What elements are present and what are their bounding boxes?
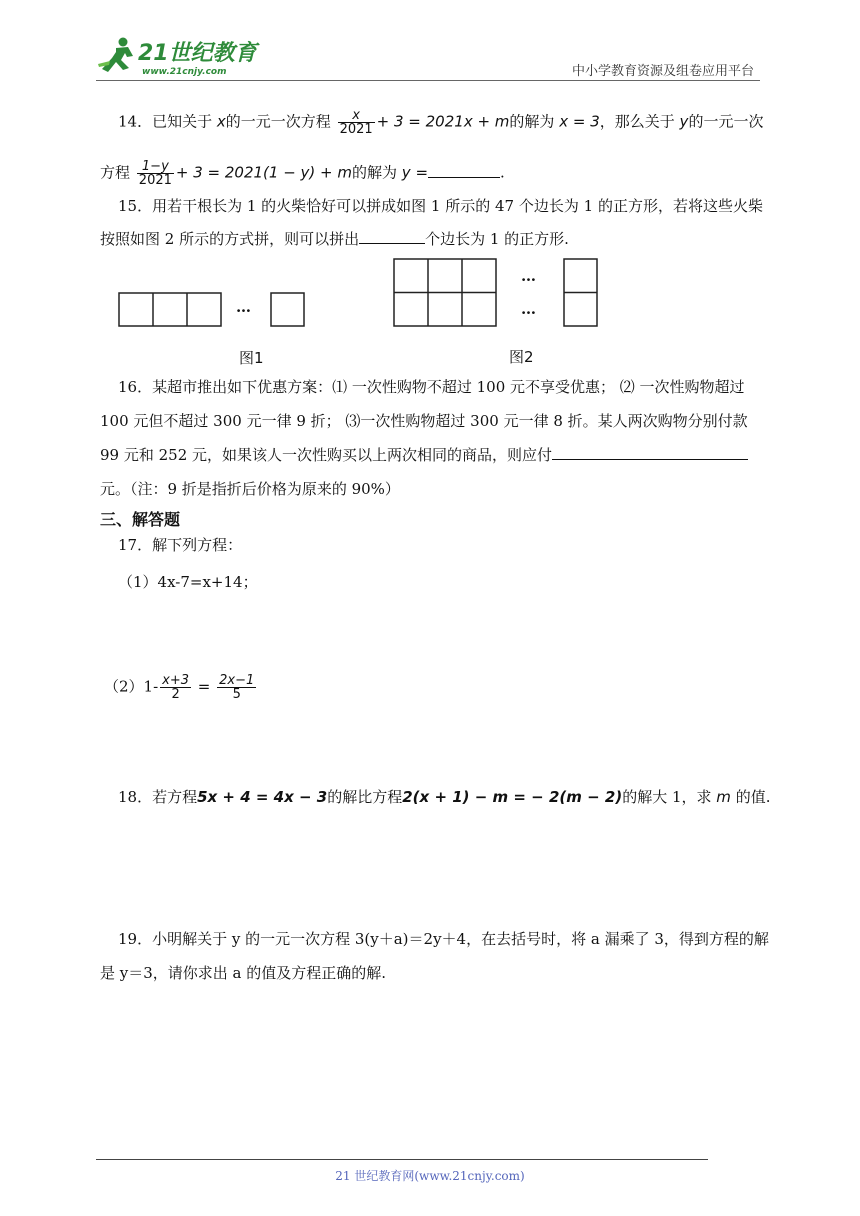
q15-line2: 按照如图 2 所示的方式拼，则可以拼出 个边长为 1 的正方形. bbox=[100, 230, 569, 248]
q17-title: 17．解下列方程： bbox=[118, 536, 243, 554]
header-platform-text: 中小学教育资源及组卷应用平台 bbox=[571, 64, 754, 79]
logo-url: www.21cnjy.com bbox=[142, 67, 227, 77]
q14-line1: 14．已知关于 x的一元一次方程 $\frac{x}{2021}$ + 3 = 2021x + m的解为 x = 3，那么关于 y的一元一次 bbox=[118, 108, 764, 137]
figure-2-ellipsis-top: … bbox=[521, 267, 536, 285]
figure-2-ellipsis-bottom: … bbox=[521, 300, 536, 318]
footer-text: 21 世纪教育网(www.21cnjy.com) bbox=[335, 1169, 525, 1183]
header-rule bbox=[96, 80, 760, 81]
site-logo bbox=[96, 34, 266, 80]
q15-line1: 15．用若干根长为 1 的火柴恰好可以拼成如图 1 所示的 47 个边长为 1 的正方形，若将这些火柴 bbox=[118, 197, 763, 215]
q15-answer-blank[interactable] bbox=[359, 229, 425, 244]
q14-fraction-1: $\frac{x}{2021}$ bbox=[339, 108, 373, 137]
q16-line1: 16．某超市推出如下优惠方案：⑴ 一次性购物不超过 100 元不享受优惠； ⑵ 一次性购物超过 bbox=[118, 378, 745, 396]
q17-part1: （1）4x-7=x+14； bbox=[118, 573, 258, 591]
figure-1-ellipsis: … bbox=[236, 298, 251, 316]
section-heading-answer-questions: 三、解答题 bbox=[100, 510, 181, 529]
q14-line2: 方程 $\frac{1-y}{2021}$ + 3 = 2021(1 − y) + m的解为 y = . bbox=[100, 159, 505, 188]
q16-line4: 元。（注：9 折是指折后价格为原来的 90%） bbox=[100, 480, 400, 498]
figure-2-label: 图2 bbox=[509, 348, 534, 366]
q16-line3: 99 元和 252 元，如果该人一次性购买以上两次相同的商品，则应付 bbox=[100, 445, 748, 465]
q17-fraction-b: $\frac{2x-1}{5}$ bbox=[219, 673, 255, 702]
q19-line2: 是 y＝3，请你求出 a 的值及方程正确的解. bbox=[100, 964, 387, 982]
figure-1-label: 图1 bbox=[239, 349, 264, 367]
logo-text: 21世纪教育 bbox=[138, 41, 257, 66]
figure-1-matchstick-row bbox=[118, 290, 308, 330]
q17-part2: （2）1- $\frac{x+3}{2}$ = $\frac{2x-1}{5}$ bbox=[104, 673, 255, 702]
q17-fraction-a: $\frac{x+3}{2}$ bbox=[162, 673, 190, 702]
q19-line1: 19．小明解关于 y 的一元一次方程 3(y＋a)＝2y＋4，在去括号时，将 a 漏乘了 3，得到方程的解 bbox=[118, 930, 769, 948]
q14-fraction-2: $\frac{1-y}{2021}$ bbox=[138, 159, 172, 188]
figure-2-matchstick-double-row bbox=[392, 257, 602, 329]
footer-rule bbox=[96, 1159, 708, 1160]
q14-answer-blank[interactable] bbox=[428, 163, 500, 178]
q18-line: 18．若方程5x + 4 = 4x − 3的解比方程2(x + 1) − m = − 2(m − 2)的解大 1，求 m 的值. bbox=[118, 788, 771, 806]
q16-answer-blank[interactable] bbox=[552, 445, 748, 460]
q16-line2: 100 元但不超过 300 元一律 9 折； ⑶一次性购物超过 300 元一律 8 折。某人两次购物分别付款 bbox=[100, 412, 748, 430]
